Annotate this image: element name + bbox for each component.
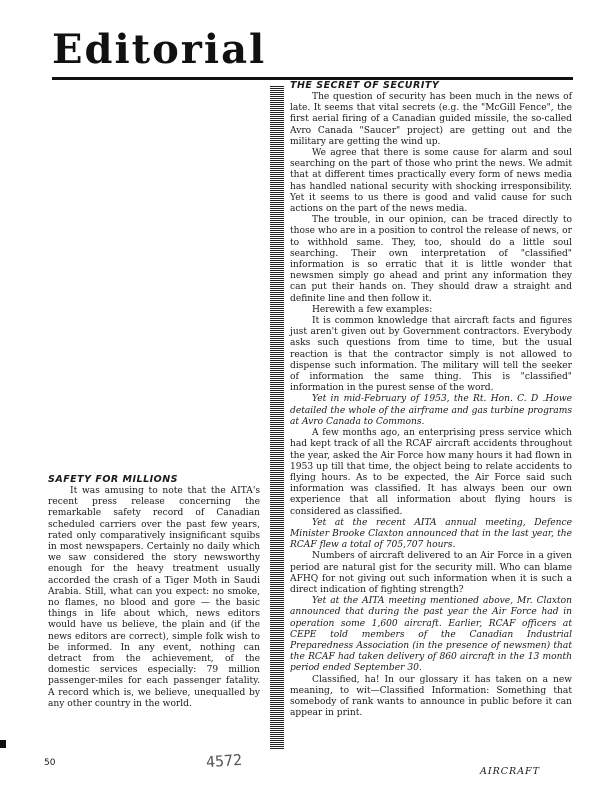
magazine-name: AIRCRAFT [480,766,540,777]
paragraph: Classified, ha! In our glossary it has taken on a new meaning, to wit—Classified Information: Something that somebody of rank wants to announce in public before it can appear in print. [290,674,572,719]
paragraph: A few months ago, an enterprising press service which had kept track of all the RCAF aircraft accidents throughout the year, asked the Air Force how many hours it had flown in 1953 up till that time, the object being to relate accidents to flying hours. As to be expected, the Air Force said such information was classified. It has always been our own experience that all information about flying hours is considered as classified. [290,428,572,517]
paragraph: The question of security has been much in the news of late. It seems that vital secrets (e.g. the "McGill Fence", the first aerial firing of a Canadian guided missile, the so-called Avro Canada "Saucer" project) are getting out and the military are getting the wind up. [290,92,572,147]
paragraph: Numbers of aircraft delivered to an Air Force in a given period are natural gist for the security mill. Who can blame AFHQ for not giving out such information when it is such a direct indication of fighting strength? [290,551,572,595]
main-article-title: THE SECRET OF SECURITY [290,80,440,91]
edge-mark [0,740,6,748]
side-article [48,474,260,710]
column-divider [270,86,284,750]
paragraph: Herewith a few examples: [312,304,433,315]
page-number: 50 [44,758,56,768]
side-article-body [48,486,260,710]
paragraph: Yet in mid-February of 1953, the Rt. Hon. C. D .Howe detailed the whole of the airframe and gas turbine programs at Avro Canada to Commons. [290,394,572,427]
handwritten-note: 4572 [205,750,243,772]
paragraph: The trouble, in our opinion, can be traced directly to those who are in a position to control the release of news, or to withhold same. They, too, should do a little soul searching. Their own interpretation of "classified" information is so erratic that it is little wonder that newsmen simply go ahead and print any information they can put their hands on. They should draw a straight and definite line and then follow it. [290,215,572,304]
paragraph: We agree that there is some cause for alarm and soul searching on the part of those who print the news. We admit that at different times practically every form of news media has handled national security with shocking irresponsibility. Yet it seems to us there is good and valid cause for such actions on the part of the news media. [290,148,572,215]
paragraph: Yet at the AITA meeting mentioned above, Mr. Claxton announced that during the past year the Air Force had in operation some 1,600 aircraft. Earlier, RCAF officers at CEPE told members of the Canadian Industrial Preparedness Association (in the presence of newsmen) that the RCAF had taken delivery of 860 aircraft in the 13 month period ended September 30. [290,596,572,674]
side-article-title: SAFETY FOR MILLIONS [48,474,179,485]
main-article-body [290,92,572,719]
main-article [290,80,572,719]
masthead-title: Editorial [52,26,267,73]
paragraph: It was amusing to note that the AITA's recent press release concerning the remarkable safety record of Canadian scheduled carriers over the past few years, rated only comparatively insignificant squibs in most newspapers. Certainly no daily which we saw considered the story newsworthy enough for the heavy treatment usually accorded the crash of a Tiger Moth in Saudi Arabia. Still, what can you expect: no smoke, no flames, no blood and gore — the basic things in life about which, news editors would have us believe, the plain and (if the news editors are correct), simple folk wish to be informed. In any event, nothing can detract from the achievement, of the domestic services especially: 79 million passenger-miles for each passenger fatality. A record which is, we believe, unequalled by any other country in the world. [48,486,260,709]
paragraph: It is common knowledge that aircraft facts and figures just aren't given out by Government contractors. Everybody asks such questions from time to time, but the usual reaction is that the contractor simply is not allowed to dispense such information. The military will tell the seeker of information the same thing. This is "classified" information in the purest sense of the word. [290,316,572,394]
paragraph: Yet at the recent AITA annual meeting, Defence Minister Brooke Claxton announced that in the last year, the RCAF flew a total of 705,707 hours. [290,517,572,551]
